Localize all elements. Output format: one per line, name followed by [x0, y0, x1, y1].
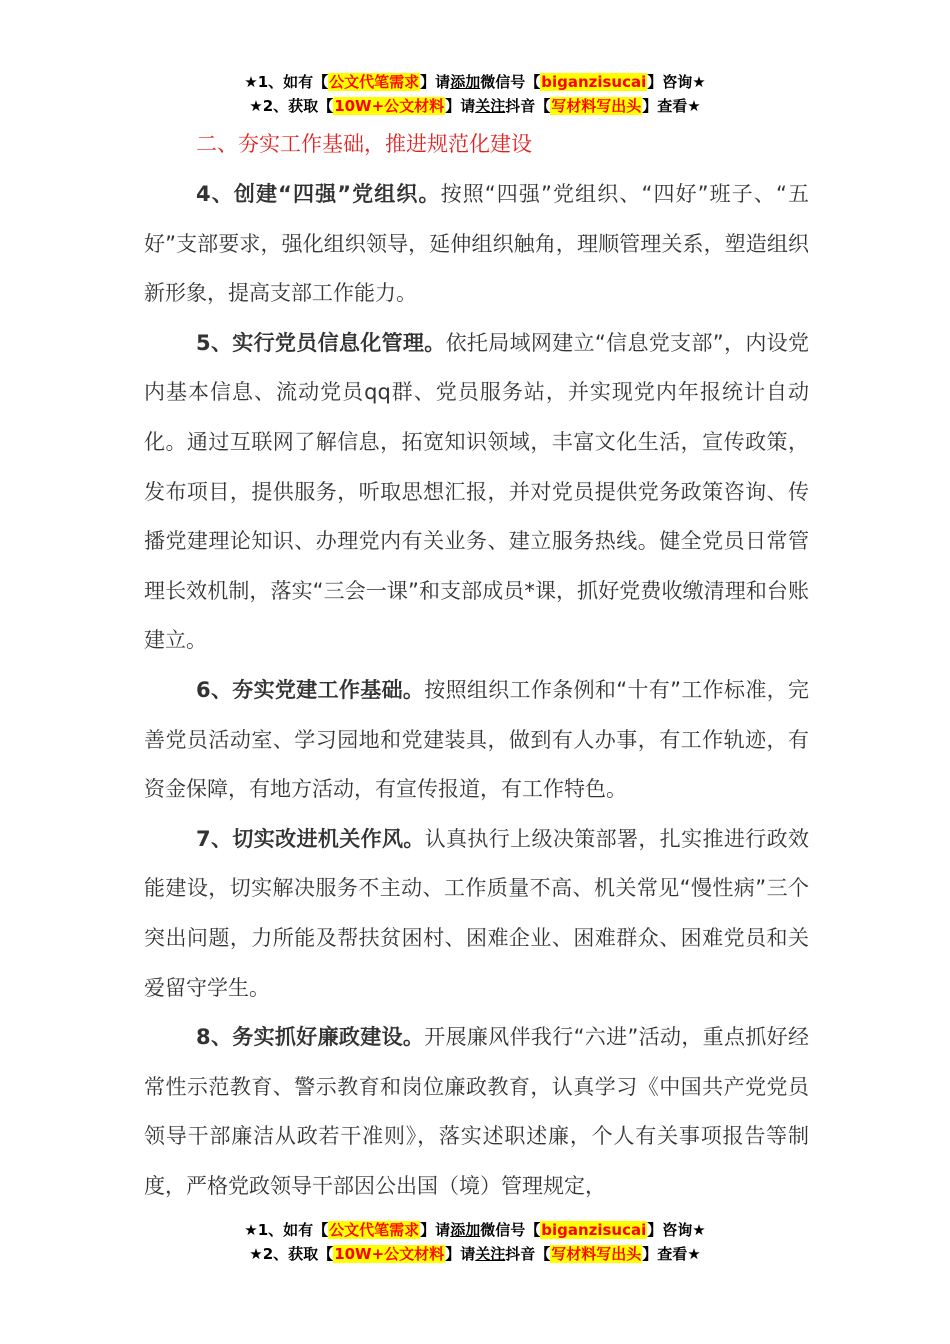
paragraph-lead: 6、夯实党建工作基础。 [196, 677, 425, 702]
banner-underlined-text: 添加 [450, 1221, 481, 1239]
banner-text: 】请 [420, 1221, 451, 1239]
banner-wechat-id: biganzisucai [541, 1221, 647, 1239]
banner-text: ★1、如有【 [244, 73, 329, 91]
banner-text: 】咨询★ [647, 1221, 706, 1239]
banner-text: ★1、如有【 [244, 1221, 329, 1239]
banner-text: 抖音【 [505, 1245, 551, 1263]
banner-text: 】咨询★ [647, 73, 706, 91]
paragraph-lead: 7、切实改进机关作风。 [196, 826, 425, 851]
banner-text: 】请 [420, 73, 451, 91]
paragraph-lead: 8、务实抓好廉政建设。 [196, 1025, 425, 1050]
banner-douyin-id: 写材料写出头 [551, 97, 642, 115]
paragraph-5 [144, 319, 809, 666]
section-heading: 二、夯实工作基础，推进规范化建设 [196, 132, 532, 156]
paragraph-4 [144, 170, 809, 319]
banner-text: 】请 [445, 97, 476, 115]
bottom-banner [0, 1218, 950, 1266]
paragraph-text: 认真执行上级决策部署，扎实推进行政效能建设，切实解决服务不主动、工作质量不高、机关常见“慢性病”三个突出问题，力所能及帮扶贫困村、困难企业、困难群众、困难党员和关爱留守学生。 [144, 826, 809, 1000]
paragraph-text: 依托局域网建立“信息党支部”，内设党内基本信息、流动党员qq群、党员服务站，并实现党内年报统计自动化。通过互联网了解信息，拓宽知识领域，丰富文化生活，宣传政策，发布项目，提供服务，听取思想汇报，并对党员提供党务政策咨询、传播党建理论知识、办理党内有关业务、建立服务热线。健全党员日常管理长效机制，落实“三会一课”和支部成员*课，抓好党费收缴清理和台账建立。 [144, 330, 809, 653]
paragraph-lead: 4、创建“四强”党组织。 [196, 182, 441, 206]
paragraph-7 [144, 815, 809, 1013]
paragraph-6 [144, 666, 809, 815]
banner-text: ★2、获取【 [249, 97, 334, 115]
banner-text: 微信号【 [480, 1221, 541, 1239]
banner-highlight: 公文代笔需求 [329, 73, 420, 91]
banner-line-2 [0, 1242, 950, 1266]
paragraph-text: 按照组织工作条例和“十有”工作标准，完善党员活动室、学习园地和党建装具，做到有人办事，有工作轨迹，有资金保障，有地方活动，有宣传报道，有工作特色。 [144, 677, 809, 802]
banner-line-2 [0, 94, 950, 118]
top-banner [0, 70, 950, 118]
banner-text: 】请 [445, 1245, 476, 1263]
banner-douyin-id: 写材料写出头 [551, 1245, 642, 1263]
banner-text: 】查看★ [642, 1245, 701, 1263]
banner-underlined-text: 关注 [475, 1245, 506, 1263]
document-body [144, 170, 809, 1211]
paragraph-8 [144, 1013, 809, 1211]
banner-line-1 [0, 70, 950, 94]
banner-highlight: 公文代笔需求 [329, 1221, 420, 1239]
banner-text: 微信号【 [480, 73, 541, 91]
banner-highlight: 10W+公文材料 [334, 1245, 445, 1263]
paragraph-text: 开展廉风伴我行“六进”活动，重点抓好经常性示范教育、警示教育和岗位廉政教育，认真学习《中国共产党党员领导干部廉洁从政若干准则》，落实述职述廉，个人有关事项报告等制度，严格党政领导干部因公出国（境）管理规定， [144, 1025, 809, 1198]
banner-line-1 [0, 1218, 950, 1242]
banner-underlined-text: 添加 [450, 73, 481, 91]
paragraph-lead: 5、实行党员信息化管理。 [196, 330, 446, 355]
banner-highlight: 10W+公文材料 [334, 97, 445, 115]
banner-text: 抖音【 [505, 97, 551, 115]
paragraph-text: 按照“四强”党组织、“四好”班子、“五好”支部要求，强化组织领导，延伸组织触角，理顺管理关系，塑造组织新形象，提高支部工作能力。 [144, 182, 809, 306]
banner-underlined-text: 关注 [475, 97, 506, 115]
banner-text: ★2、获取【 [249, 1245, 334, 1263]
banner-text: 】查看★ [642, 97, 701, 115]
banner-wechat-id: biganzisucai [541, 73, 647, 91]
